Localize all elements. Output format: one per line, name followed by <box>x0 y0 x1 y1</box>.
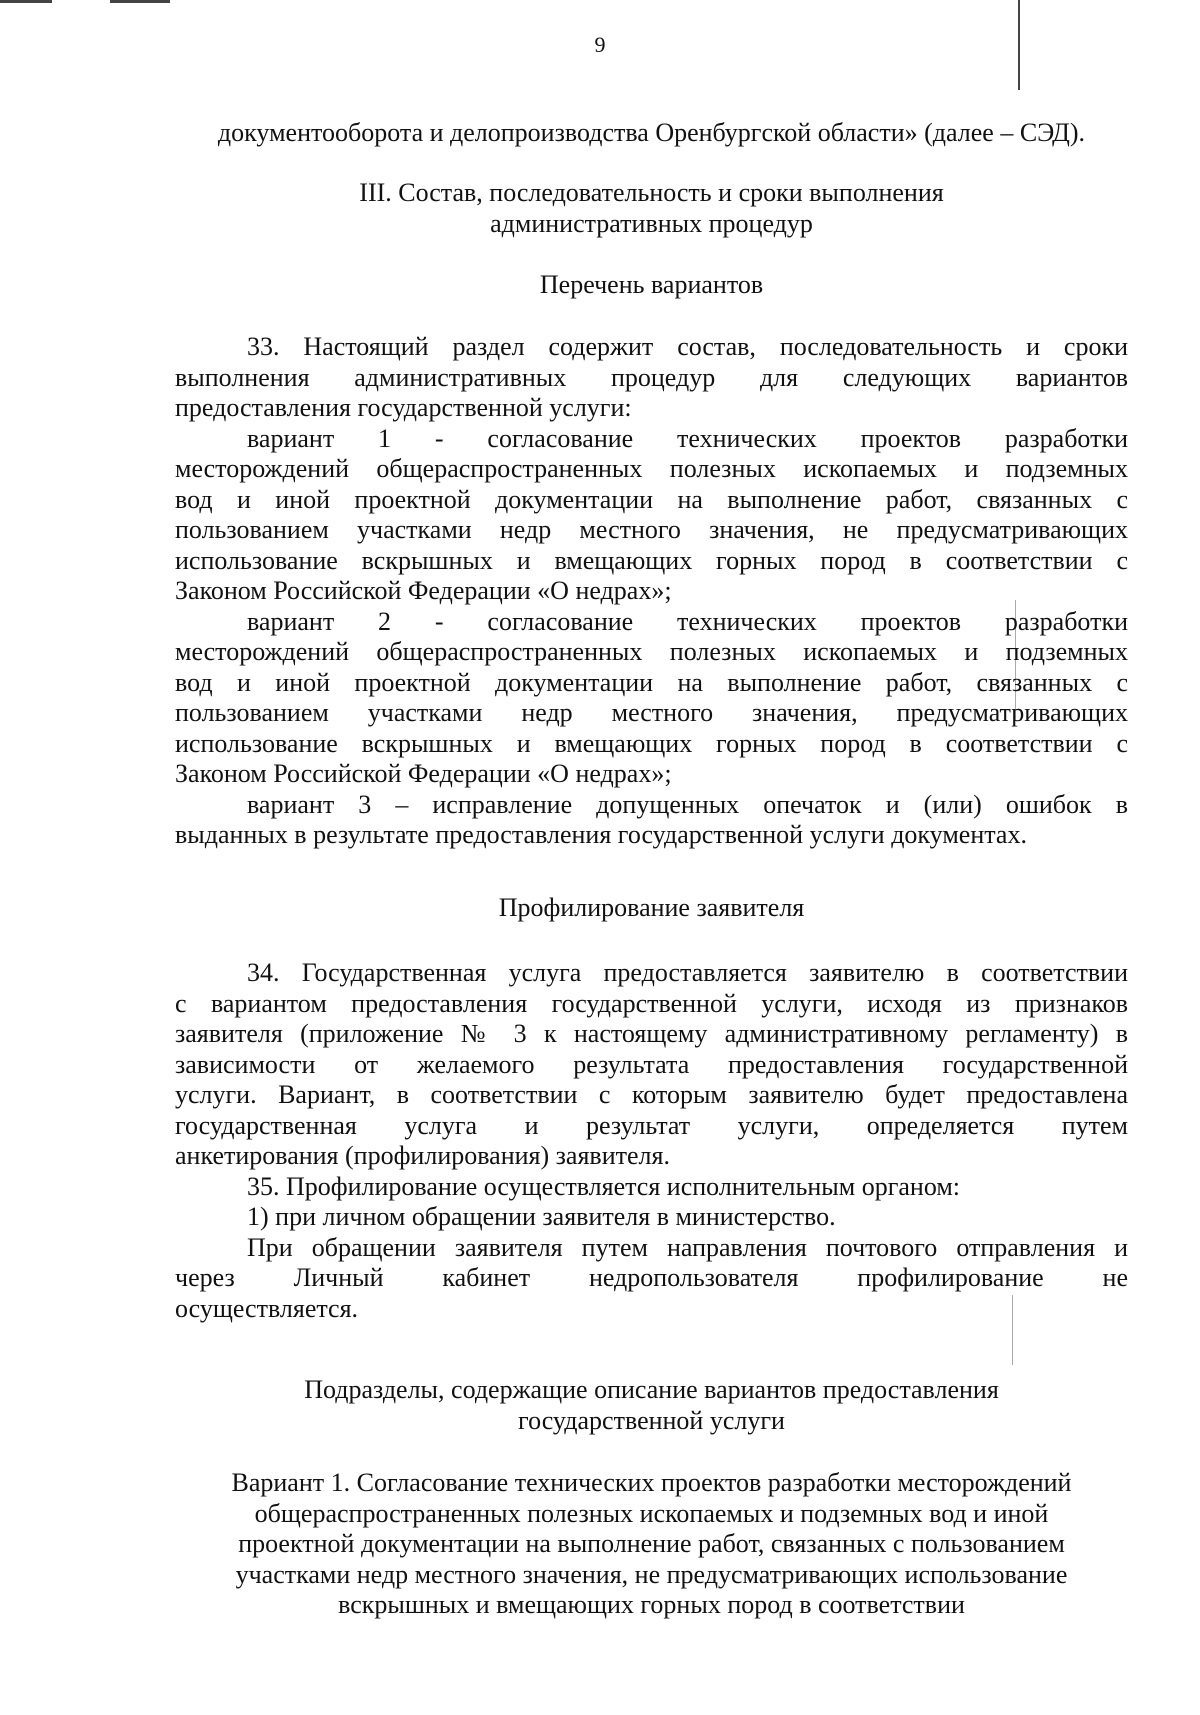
page-number: 9 <box>594 32 606 57</box>
paragraph-34: 34. Государственная услуга предоставляется заявителю в соответствии с вариантом предоставления государственной услуги, исходя из признаков заявителя (приложение № 3 к настоящему административному регламенту) в зависимости от желаемого результата предоставления государственной услуги. Вариант, в соответствии с которым заявителю будет предоставлена государственная услуга и результат услуги, определяется путем анкетирования (профилирования) заявителя. 35. Профилирование осуществляется исполнительным органом: 1) при личном обращении заявителя в министерство. При обращении заявителя путем направления почтового отправления и через Личный кабинет недропользователя профилирование не осуществляется. <box>175 958 1128 1323</box>
list-item-1: 1) при личном обращении заявителя в министерство. <box>247 1202 836 1231</box>
section-title: III. Состав, последовательность и сроки выполнения административных процедур <box>359 178 944 238</box>
paragraph-33: 33. Настоящий раздел содержит состав, последовательность и сроки выполнения административных процедур для следующих вариантов предоставления государственной услуги: вариант 1 - согласование технических проектов разработки месторождений общераспространенных полезных ископаемых и подземных вод и иной проектной документации на выполнение работ, связанных с пользованием участками недр местного значения, не предусматривающих использование вскрышных и вмещающих горных пород в соответствии с Законом Российской Федерации «О недрах»; вариант 2 - согласование технических проектов разработки месторождений общераспространенных полезных ископаемых и подземных вод и иной проектной документации на выполнение работ, связанных с пользованием участками недр местного значения, предусматривающих использование вскрышных и вмещающих горных пород в соответствии с Законом Российской Федерации «О недрах»; вариант 3 – исправление допущенных опечаток и (или) ошибок в выданных в результате предоставления государственной услуги документах. <box>175 332 1128 849</box>
paragraph-mail: При обращении заявителя путем направления почтового отправления и <box>247 1232 1128 1262</box>
subheading-variants: Перечень вариантов <box>539 270 764 299</box>
variant-1-line: вариант 1 - согласование технических проектов разработки <box>247 423 1128 453</box>
subsections-title: Подразделы, содержащие описание вариантов предоставления государственной услуги <box>304 1375 999 1435</box>
scan-mark-top-middle <box>110 0 170 3</box>
variant-3-line: вариант 3 – исправление допущенных опечаток и (или) ошибок в <box>247 789 1128 819</box>
variant-2-line: вариант 2 - согласование технических проектов разработки <box>247 606 1128 636</box>
paragraph-35: 35. Профилирование осуществляется исполнительным органом: <box>247 1171 961 1201</box>
scan-mark-top-left <box>0 0 52 3</box>
subheading-profiling: Профилирование заявителя <box>498 893 805 922</box>
variant-1-heading: Вариант 1. Согласование технических проектов разработки месторождений общераспространенных полезных ископаемых и подземных вод и иной проектной документации на выполнение работ, связанных с пользованием участками недр местного значения, не предусматривающих использование вскрышных и вмещающих горных пород в соответствии <box>231 1468 1072 1619</box>
continuation-line: документооборота и делопроизводства Оренбургской области» (далее – СЭД). <box>217 118 1086 147</box>
